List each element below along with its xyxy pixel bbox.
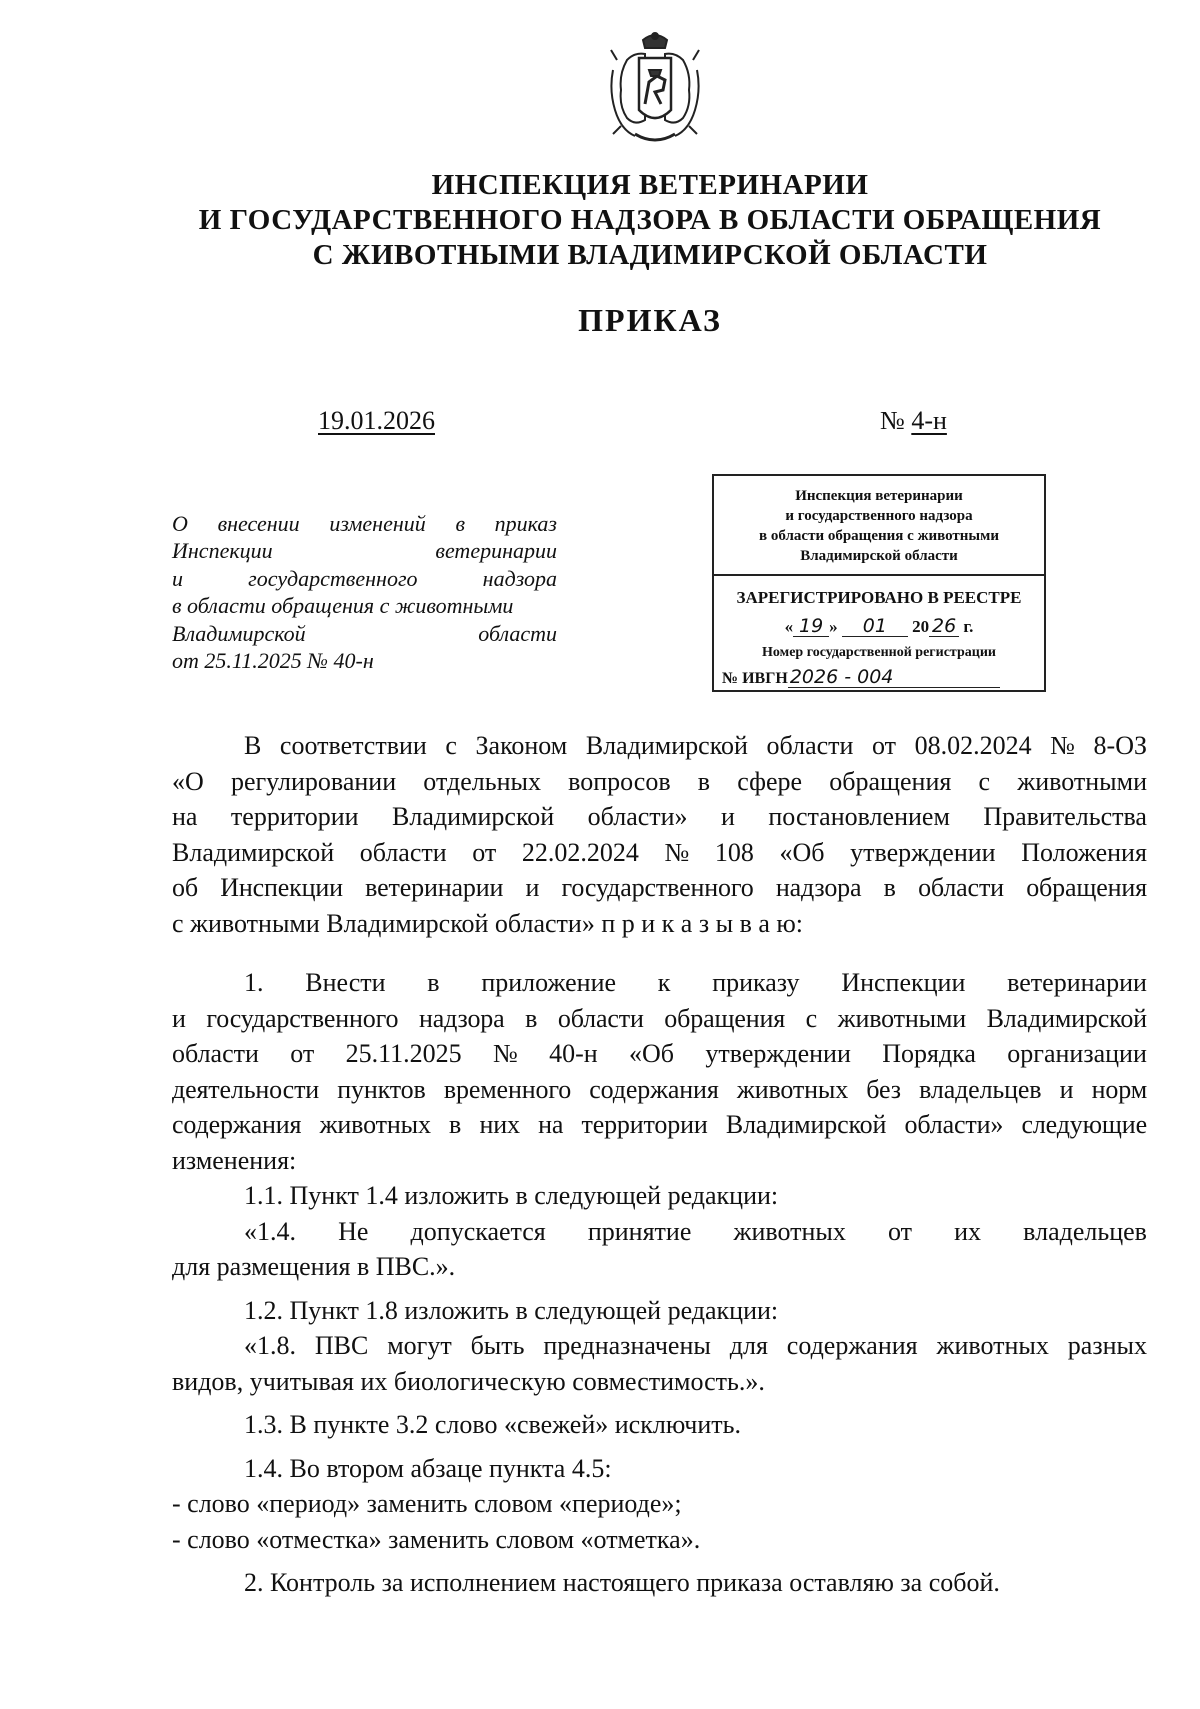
word: сфере	[737, 766, 803, 796]
word: от	[872, 731, 897, 760]
subject-word: изменений	[329, 511, 426, 536]
word: об	[172, 873, 198, 902]
word: с	[445, 731, 457, 760]
document-body	[172, 728, 1147, 1601]
subject-line	[172, 620, 557, 647]
word: ветеринарии	[1007, 968, 1147, 997]
word: 08.02.2024	[914, 731, 1032, 760]
stamp-body	[714, 576, 1044, 688]
word: территории	[581, 1110, 708, 1139]
word: для	[729, 1331, 768, 1360]
word: приказу	[712, 968, 800, 997]
text-line	[172, 764, 1147, 800]
word: пунктов	[337, 1074, 426, 1104]
word: Правительства	[983, 802, 1147, 831]
word: них	[479, 1110, 520, 1139]
subject-word: Владимирской	[172, 620, 306, 646]
text-line: для размещения в ПВС.».	[172, 1252, 456, 1281]
word: Владимирской	[172, 837, 335, 867]
stamp-year-mark: г.	[963, 617, 974, 636]
stamp-reg-prefix: № ИВГН	[722, 670, 788, 687]
word: обращения	[1026, 873, 1147, 902]
word: Владимирской	[725, 1110, 887, 1139]
word: надзора	[418, 1003, 505, 1033]
word: быть	[470, 1331, 525, 1360]
number-value: 4-н	[911, 406, 947, 435]
word: содержания	[172, 1110, 302, 1139]
word: животных	[319, 1110, 431, 1139]
word: Владимирской	[585, 731, 748, 760]
subject-word: приказ	[494, 511, 557, 536]
word: содержания	[589, 1074, 719, 1104]
subject-word: О	[172, 511, 188, 536]
word: №	[1050, 731, 1075, 760]
subject-line	[172, 647, 557, 674]
word: 25.11.2025	[345, 1039, 462, 1068]
word: на	[538, 1110, 564, 1139]
word: в	[449, 1110, 462, 1139]
word: норм	[1091, 1074, 1147, 1104]
word: №	[492, 1039, 518, 1068]
text-line: изменения:	[172, 1145, 297, 1175]
stamp-header-line: и государственного надзора	[785, 508, 973, 524]
word: ПВС	[314, 1331, 369, 1360]
word: содержания	[786, 1331, 918, 1360]
word: от	[472, 837, 497, 867]
word: в	[697, 766, 711, 796]
document-number	[880, 406, 947, 436]
item-1-4: 1.4. Во втором абзаце пункта 4.5:	[244, 1453, 612, 1483]
organization-header	[150, 168, 1150, 273]
item-1-2: 1.2. Пункт 1.8 изложить в следующей редакции:	[244, 1295, 779, 1325]
word: Инспекции	[220, 873, 343, 902]
organization-line: ИНСПЕКЦИЯ ВЕТЕРИНАРИИ	[431, 169, 869, 201]
word: области	[172, 1039, 259, 1068]
word: без	[866, 1074, 901, 1104]
stamp-day: 19	[793, 616, 829, 637]
word: постановлением	[768, 802, 950, 831]
subject-word: области	[478, 620, 557, 646]
word: в	[883, 873, 896, 902]
text-line	[172, 1036, 1147, 1072]
word: Внести	[305, 968, 386, 997]
text-line	[172, 1107, 1147, 1143]
text-line: с животными Владимирской области» п р и к а з ы в а ю:	[172, 908, 804, 938]
preamble-paragraph	[172, 728, 1147, 941]
stamp-reg-label: Номер государственной регистрации	[762, 645, 996, 660]
word: Положения	[1021, 837, 1147, 867]
word: временного	[443, 1074, 572, 1104]
word: Владимирской	[392, 802, 555, 831]
word: «1.8.	[244, 1331, 296, 1360]
word: с	[978, 766, 991, 796]
item-1-paragraph	[172, 965, 1147, 1178]
word: животных	[936, 1331, 1049, 1360]
text-line	[172, 835, 1147, 871]
word: «1.4.	[244, 1216, 296, 1246]
text-line	[172, 1001, 1147, 1037]
word: области	[359, 837, 447, 867]
word: деятельности	[172, 1074, 320, 1104]
organization-line: С ЖИВОТНЫМИ ВЛАДИМИРСКОЙ ОБЛАСТИ	[312, 239, 988, 271]
word: к	[657, 968, 671, 997]
word: области	[557, 1003, 644, 1033]
word: государственного	[561, 873, 754, 902]
word: Владимирской	[986, 1003, 1147, 1033]
subject-word: надзора	[482, 565, 557, 591]
stamp-open-quote: «	[784, 617, 794, 636]
word: в	[427, 968, 440, 997]
text-line	[172, 1072, 1147, 1108]
word: области	[918, 873, 1004, 902]
subject-word: внесении	[217, 511, 300, 536]
word: «Об	[779, 837, 825, 867]
stamp-year-suffix: 26	[929, 616, 959, 637]
word: вопросов	[568, 766, 671, 796]
coat-of-arms-icon	[605, 30, 705, 150]
subject-word: в области обращения с животными	[172, 593, 514, 619]
stamp-date	[722, 616, 1036, 637]
subject-word: в	[455, 511, 465, 536]
subject-line	[172, 565, 557, 592]
subject-word: Инспекции	[172, 538, 273, 564]
stamp-registered-label: ЗАРЕГИСТРИРОВАНО В РЕЕСТРЕ	[736, 588, 1022, 607]
word: животными	[1017, 766, 1147, 796]
text-line	[172, 1328, 1147, 1364]
word: обращения	[829, 766, 952, 796]
word: следующие	[1021, 1110, 1147, 1139]
item-1-1: 1.1. Пункт 1.4 изложить в следующей редакции:	[244, 1181, 779, 1210]
word: утверждении	[705, 1039, 851, 1068]
stamp-header	[714, 476, 1044, 576]
word: 108	[714, 837, 754, 867]
word: области»	[904, 1110, 1004, 1139]
text-line	[172, 799, 1147, 835]
word: животных	[736, 1074, 849, 1104]
word: организации	[1007, 1039, 1147, 1068]
word: «Об	[629, 1039, 675, 1068]
document-date: 19.01.2026	[318, 406, 435, 435]
word: области	[766, 731, 854, 760]
text-line: видов, учитывая их биологическую совместимость.».	[172, 1366, 765, 1396]
word: от	[290, 1039, 315, 1068]
document-type-title: ПРИКАЗ	[578, 302, 722, 338]
word: №	[664, 837, 690, 867]
word: допускается	[410, 1216, 546, 1246]
stamp-month: 01	[842, 616, 908, 637]
word: предназначены	[543, 1331, 711, 1360]
subject-line	[172, 592, 557, 619]
document-subject	[172, 510, 557, 674]
text-line	[172, 728, 1147, 764]
word: 8-ОЗ	[1093, 731, 1147, 760]
stamp-year-prefix: 20	[912, 617, 930, 636]
subject-line	[172, 510, 557, 537]
word: и	[172, 1003, 186, 1033]
word: Законом	[475, 731, 568, 760]
word: 1.	[244, 968, 264, 997]
word: В	[244, 731, 262, 760]
word: владельцев	[1023, 1216, 1147, 1246]
item-1-4-b: - слово «отместка» заменить словом «отметка».	[172, 1524, 701, 1554]
word: животными	[837, 1003, 967, 1033]
subject-word: от 25.11.2025 № 40-н	[172, 648, 374, 674]
stamp-close-quote: »	[829, 617, 838, 636]
registration-stamp	[712, 474, 1046, 692]
item-1-3: 1.3. В пункте 3.2 слово «свежей» исключить.	[244, 1410, 741, 1439]
organization-line: И ГОСУДАРСТВЕННОГО НАДЗОРА В ОБЛАСТИ ОБРАЩЕНИЯ	[198, 204, 1102, 236]
word: Не	[338, 1216, 369, 1246]
word: на	[172, 802, 198, 831]
word: животных	[733, 1216, 846, 1246]
word: Инспекции	[841, 968, 966, 997]
item-1-4-a: - слово «период» заменить словом «периоде»;	[172, 1489, 682, 1518]
subject-word: ветеринарии	[435, 538, 557, 564]
subject-word: и	[172, 565, 183, 591]
subject-line	[172, 537, 557, 564]
word: приложение	[481, 968, 617, 997]
word: регулировании	[230, 766, 397, 796]
word: в	[525, 1003, 538, 1033]
word: 22.02.2024	[521, 837, 639, 867]
stamp-reg-number: 2026 - 004	[788, 667, 1000, 688]
item-2: 2. Контроль за исполнением настоящего приказа оставляю за собой.	[244, 1568, 1000, 1597]
word: Порядка	[882, 1039, 976, 1068]
word: надзора	[775, 873, 862, 902]
word: от	[887, 1216, 913, 1246]
word: владельцев	[919, 1074, 1042, 1104]
text-line	[172, 870, 1147, 906]
word: принятие	[587, 1216, 692, 1246]
word: ветеринарии	[365, 873, 504, 902]
word: обращения	[664, 1003, 786, 1033]
word: области»	[587, 802, 688, 831]
word: территории	[230, 802, 359, 831]
stamp-header-line: Инспекция ветеринарии	[795, 488, 963, 504]
stamp-header-line: в области обращения с животными	[759, 528, 999, 544]
text-line	[172, 1214, 1147, 1250]
word: и	[1059, 1074, 1074, 1104]
subject-word: государственного	[248, 565, 418, 591]
word: с	[805, 1003, 818, 1033]
word: соответствии	[279, 731, 427, 760]
word: и	[525, 873, 540, 902]
stamp-header-line: Владимирской области	[800, 548, 958, 564]
word: государственного	[206, 1003, 399, 1033]
stamp-reg-number-line	[722, 667, 1036, 688]
number-prefix: №	[880, 406, 905, 435]
word: «О	[172, 766, 204, 796]
word: их	[954, 1216, 982, 1246]
word: могут	[387, 1331, 452, 1360]
word: и	[721, 802, 735, 831]
text-line	[172, 965, 1147, 1001]
word: 40-н	[549, 1039, 598, 1068]
word: отдельных	[423, 766, 541, 796]
word: разных	[1067, 1331, 1147, 1360]
word: утверждении	[850, 837, 996, 867]
